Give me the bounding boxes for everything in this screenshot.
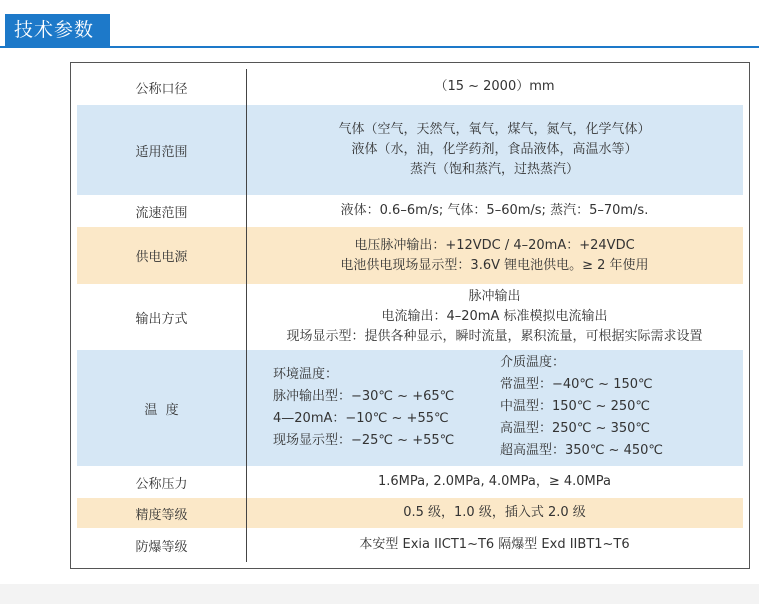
column-divider [246,69,247,562]
spec-label: 公称口径 [135,81,188,97]
spec-value-line: 现场显示型：提供各种显示，瞬时流量，累积流量，可根据实际需求设置 [286,329,703,344]
spec-value-line: （15 ~ 2000）mm [434,79,555,94]
page-footer-strip [0,584,759,604]
spec-label: 供电电源 [135,250,188,265]
spec-value [246,105,743,195]
section-title-underline [0,46,759,48]
spec-value-line: 脉冲输出 [468,289,521,304]
spec-value [246,498,743,528]
spec-value-line: 常温型：−40℃ ~ 150℃ [500,377,653,392]
spec-value-line: 气体（空气，天然气，氧气，煤气，氮气，化学气体） [338,122,651,137]
spec-value-line: 电压脉冲输出：+12VDC / 4–20mA：+24VDC [354,237,635,253]
spec-label: 输出方式 [135,311,188,327]
spec-label: 流速范围 [135,205,188,221]
spec-value-line: 现场显示型：−25℃ ~ +55℃ [273,433,455,448]
spec-value-line: 液体：0.6–6m/s; 气体：5–60m/s; 蒸汽：5–70m/s. [340,203,649,218]
spec-value-line: 电池供电现场显示型：3.6V 锂电池供电。≥ 2 年使用 [340,257,649,273]
spec-value-line: 本安型 Exia IICT1~T6 隔爆型 Exd IIBT1~T6 [359,537,630,552]
spec-row-application-range [77,105,743,195]
section-title: 技术参数 [14,19,95,41]
spec-label: 防爆等级 [135,539,188,555]
spec-row-temperature [77,350,743,466]
spec-value [246,284,743,350]
spec-value-line: 电流输出：4–20mA 标准模拟电流输出 [381,309,608,324]
spec-row-nominal-diameter [77,69,743,105]
spec-value-line: 中温型：150℃ ~ 250℃ [500,399,650,414]
spec-value-line: 液体（水，油，化学药剂，食品液体，高温水等） [351,142,638,157]
spec-value [246,466,743,498]
spec-value [246,528,743,562]
spec-row-explosion-proof-class [77,528,743,562]
spec-label: 精度等级 [135,507,188,523]
spec-value-line: 脉冲输出型：−30℃ ~ +65℃ [273,389,455,404]
spec-value-line: 4—20mA：−10℃ ~ +55℃ [273,411,449,426]
spec-row-accuracy-class [77,498,743,528]
spec-row-power-supply [77,227,743,284]
spec-value [246,195,743,227]
ambient-temperature-column [273,364,454,452]
spec-value-line: 0.5 级，1.0 级，插入式 2.0 级 [403,505,586,520]
spec-value-line: 蒸汽（饱和蒸汽，过热蒸汽） [409,162,579,177]
spec-value-line: 超高温型：350℃ ~ 450℃ [500,443,663,458]
spec-row-flow-velocity-range [77,195,743,227]
spec-value [246,227,743,284]
medium-temperature-column [500,352,663,462]
spec-table [70,62,750,569]
spec-label: 温 度 [144,402,179,418]
spec-row-nominal-pressure [77,466,743,498]
spec-value [246,69,743,105]
spec-value-line: 介质温度： [500,355,566,370]
spec-row-output-mode [77,284,743,350]
spec-label: 公称压力 [135,476,188,492]
spec-value-line: 1.6MPa, 2.0MPa, 4.0MPa，≥ 4.0MPa [377,474,611,489]
spec-value-line: 高温型：250℃ ~ 350℃ [500,421,650,436]
spec-value-line: 环境温度： [273,367,339,382]
spec-value [246,350,743,466]
section-title-tab [5,14,110,46]
spec-label: 适用范围 [135,144,188,160]
